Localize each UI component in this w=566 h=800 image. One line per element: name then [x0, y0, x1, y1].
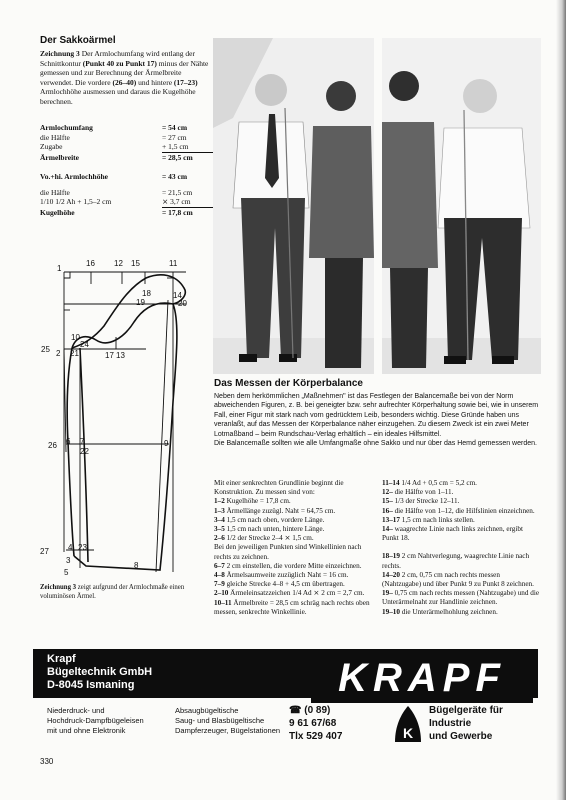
instruction-step: 19– [382, 589, 393, 598]
drawing-label: 23 [78, 543, 87, 552]
instruction-text: gleiche Strecke 4–8 + 4,5 cm übertragen. [226, 580, 345, 589]
calc-label: 1/10 1/2 Ah + 1,5–2 cm [40, 197, 112, 207]
calc-value: = 54 cm [162, 123, 188, 132]
calc-label: die Hälfte [40, 187, 70, 197]
drawing-label: 19 [136, 298, 145, 307]
instruction-item [382, 552, 540, 570]
instruction-text: 2 cm einstellen, die vordere Mitte einzeichnen. [226, 561, 362, 570]
drawing-label: 21 [70, 349, 79, 358]
instruction-text: 1/3 der Strecke 12–11. [394, 497, 460, 506]
calc-row [40, 133, 220, 143]
instruction-item [214, 507, 374, 516]
section-text-2: Die Balancemaße sollten wie alle Umfangmaße ohne Sakko und nur über das Hemd gemessen werden. [214, 440, 537, 448]
drawing-label: 14 [173, 291, 182, 300]
instruction-text: Ärmelsaumweite zuzüglich Naht = 16 cm. [226, 571, 349, 580]
instruction-item [382, 589, 540, 607]
instruction-text: Bei den jeweiligen Punkten sind Winkellinien nach rechts zu zeichnen. [214, 543, 362, 561]
intro-bold-2: (26–40) [112, 77, 137, 87]
calc-label: Kugelhöhe [40, 207, 75, 217]
drawing-label: 2 [56, 349, 61, 358]
instruction-item [214, 497, 374, 506]
instruction-step: 3–5 [214, 525, 225, 534]
instruction-step: 15– [382, 497, 393, 506]
intro-text-3: und hintere [138, 77, 173, 87]
section-text: Neben dem herkömmlichen „Maßnehmen" ist das Festlegen der Balancemaße bei von der Norm abweichenden Figuren, z. B. bei geneigter bzw. sehr aufrechter Körperhaltung sowie bei, wie in unserem Fall, einer Figur mit stark nach vorn gedrücktem Leib, besonders wichtig. Diese Gründe haben uns veranlaßt, auf das Messen der Körperbalance näher einzugehen. Zu diesem Zweck ist ein zwei Meter Lotmaßband – beim Rundschau-Verlag erhältlich – ein ideales Hilfsmittel. [214, 393, 539, 438]
calc-row [40, 142, 220, 153]
instruction-item [382, 525, 540, 543]
calc-row [40, 172, 220, 182]
caption-label: Zeichnung 3 [40, 584, 77, 591]
drawing-label: 18 [142, 289, 151, 298]
drawing-label: 20 [178, 299, 187, 308]
instruction-step: 19–10 [382, 607, 400, 616]
instruction-text: 1/4 Ad + 0,5 cm = 5,2 cm. [401, 479, 477, 487]
instruction-step: 16– [382, 506, 393, 515]
calc-value: ⨯ 3,7 cm [162, 197, 218, 208]
instruction-step: 11–14 [382, 479, 400, 487]
calc-value: = 21,5 cm [162, 187, 193, 197]
ad-line: Absaugbügeltische [175, 706, 239, 715]
intro-bold-3: (17–23) [173, 77, 198, 87]
calc-cap-height [40, 172, 220, 217]
ad-products-2 [175, 706, 305, 736]
instruction-item [214, 571, 374, 580]
calc-label: Vo.+hi. Armlochhöhe [40, 172, 108, 181]
instruction-text: waagrechte Linie nach links zeichnen, ergibt Punkt 18. [382, 525, 523, 543]
instruction-text: 2 cm, 0,75 cm nach rechts messen (Nahtzugabe) und über Punkt 9 zu Punkt 8 zeichnen. [382, 570, 534, 589]
instruction-item [382, 608, 540, 617]
photo-front-image [213, 38, 374, 374]
instruction-item [214, 599, 374, 617]
drawing-caption [40, 584, 208, 601]
section-paragraph [214, 392, 540, 448]
instruction-text: die Hälfte von 1–11. [394, 488, 454, 497]
article-title: Der Sakkoärmel [40, 35, 116, 46]
ad-iron-badge [393, 704, 423, 744]
caption-text: zeigt aufgrund der Armlochmaße einen voluminösen Ärmel. [40, 584, 185, 600]
phone-icon: ☎ [289, 705, 302, 716]
calc-label: Armlochumfang [40, 123, 93, 132]
ad-line: Niederdruck- und [47, 706, 105, 715]
instruction-text: Ärmelbreite = 28,5 cm schräg nach rechts oben messen, senkrechte Winkellinie. [214, 598, 370, 616]
intro-bold: (Punkt 40 zu Punkt 17) [82, 58, 157, 68]
ad-line: Saug- und Blasbügeltische [175, 716, 265, 725]
instruction-item [382, 507, 540, 516]
ad-tag-line: und Gewerbe [429, 731, 493, 742]
intro-text-4: Armlochhöhe ausmessen und daraus die Kugelhöhe berechnen. [40, 87, 196, 106]
drawing-label: 4 [68, 543, 73, 552]
instructions-column-2 [382, 479, 540, 617]
instruction-text: Kugelhöhe = 17,8 cm. [226, 497, 291, 506]
intro-text-2: minus der Nähte gemessen und zur Berechnung der Ärmelbreite verwendet. Die vordere [40, 58, 209, 87]
intro-label: Zeichnung 3 [40, 49, 80, 58]
drawing-label: 22 [80, 447, 89, 456]
intro-paragraph [40, 49, 210, 107]
instruction-item [382, 571, 540, 589]
instruction-item [214, 516, 374, 525]
drawing-label: 6 [66, 437, 71, 446]
instruction-item [382, 543, 540, 552]
instruction-item [214, 479, 374, 497]
instruction-text: 1,5 cm nach unten, hintere Länge. [226, 525, 325, 534]
instruction-text: Ärmeleinsatzzeichen 1/4 Ad ⨯ 2 cm = 2,7 cm. [230, 589, 365, 598]
drawing-label: 16 [86, 259, 95, 268]
calc-value: + 1,5 cm [162, 142, 218, 153]
instruction-text: 0,75 cm nach rechts messen (Nahtzugabe) und die Unterärmelnaht zur Handlinie zeichnen. [382, 589, 540, 607]
drawing-label: 8 [134, 561, 139, 570]
instruction-item [214, 562, 374, 571]
iron-icon [393, 704, 423, 744]
instruction-item [382, 488, 540, 497]
intro-text-1: Der Armlochumfang wird entlang der Schnittkontur [40, 49, 195, 68]
drawing-label: 25 [41, 345, 50, 354]
instruction-step: 4–8 [214, 571, 225, 580]
instruction-item [382, 479, 540, 488]
drawing-label: 27 [40, 547, 49, 556]
drawing-label: 24 [80, 340, 89, 349]
instruction-item [214, 589, 374, 598]
instruction-step: 10–11 [214, 598, 232, 607]
calc-value: = 28,5 cm [162, 152, 193, 162]
calc-value: = 17,8 cm [162, 207, 193, 217]
ad-telex: Tlx 529 407 [289, 731, 343, 742]
instruction-item [382, 516, 540, 525]
ad-tag-line: Bügelgeräte für [429, 705, 503, 716]
instruction-text: die Unterärmelhohlung zeichnen. [401, 607, 498, 616]
calc-value: = 43 cm [162, 172, 188, 181]
instruction-step: 7–9 [214, 580, 225, 589]
drawing-label: 12 [114, 259, 123, 268]
page-number: 330 [40, 757, 54, 766]
calc-row [40, 188, 220, 198]
ad-line: mit und ohne Elektronik [47, 726, 126, 735]
krapf-advertisement [33, 649, 538, 753]
instruction-item [382, 497, 540, 506]
ad-products-1 [47, 706, 177, 736]
instruction-item [214, 534, 374, 543]
instruction-text: die Hälfte von 1–12, die Hilfslinien einzeichnen. [394, 506, 535, 515]
drawing-label: 15 [131, 259, 140, 268]
drawing-label: 17 [105, 351, 114, 360]
ad-line: Hochdruck-Dampfbügeleisen [47, 716, 144, 725]
calc-label: Zugabe [40, 142, 63, 152]
ad-company-line-2: Bügeltechnik GmbH [47, 666, 153, 678]
drawing-label: 10 [71, 333, 80, 342]
drawing-label: 7 [80, 437, 85, 446]
instruction-step: 12– [382, 488, 393, 497]
instruction-text: 1,5 cm nach links stellen. [401, 515, 475, 524]
sleeve-pattern-drawing [36, 252, 214, 582]
instruction-text: Ärmellänge zuzügl. Naht = 64,75 cm. [226, 506, 336, 515]
calc-row [40, 123, 220, 133]
ad-company-line-3: D-8045 Ismaning [47, 679, 135, 691]
instruction-step: 6–7 [214, 561, 225, 570]
instruction-item [214, 525, 374, 534]
ad-contact [289, 704, 389, 743]
instruction-step: 1–2 [214, 497, 225, 506]
instruction-step: 14– [382, 525, 393, 534]
instruction-step: 1–3 [214, 506, 225, 515]
ad-phone-area-text: (0 89) [304, 705, 331, 716]
photo-front-measurement [213, 38, 374, 374]
ad-line: Dampferzeuger, Bügelstationen [175, 726, 281, 735]
instruction-step: 13–17 [382, 515, 400, 524]
ad-phone-area [289, 704, 389, 717]
ad-phone-number: 9 61 67/68 [289, 718, 337, 729]
calc-label: Ärmelbreite [40, 152, 80, 162]
ad-logo-text: KRAPF [338, 656, 506, 700]
section-title: Das Messen der Körperbalance [214, 378, 363, 389]
instruction-step: 2–6 [214, 534, 225, 543]
instruction-text: 1/2 der Strecke 2–4 ⨯ 1,5 cm. [226, 534, 314, 543]
instruction-text: 2 cm Nahtverlegung, waagrechte Linie nach rechts. [382, 552, 530, 570]
drawing-label: 1 [57, 264, 62, 273]
instruction-text: 1,5 cm nach oben, vordere Länge. [226, 515, 325, 524]
instruction-step: 18–19 [382, 552, 400, 561]
instruction-step: 3–4 [214, 515, 225, 524]
instruction-step: 14–20 [382, 570, 400, 579]
instructions-column-1 [214, 479, 374, 617]
instruction-step: 2–10 [214, 589, 229, 598]
instruction-text: Mit einer senkrechten Grundlinie beginnt die Konstruktion. Zu messen sind von: [214, 479, 344, 497]
calc-armhole-width [40, 123, 220, 162]
ad-tagline [429, 704, 537, 743]
photo-back-measurement [382, 38, 541, 374]
drawing-label: 3 [66, 556, 71, 565]
calc-label: die Hälfte [40, 132, 70, 142]
calc-row [40, 208, 220, 218]
drawing-label: 26 [48, 441, 57, 450]
ad-tag-line: Industrie [429, 718, 472, 729]
drawing-label: 5 [64, 568, 69, 577]
calc-row [40, 153, 220, 163]
calc-value: = 27 cm [162, 132, 187, 142]
photo-back-image [382, 38, 541, 374]
drawing-label: 13 [116, 351, 125, 360]
page-edge-shadow [556, 0, 566, 800]
ad-badge-letter: K [402, 725, 414, 741]
calc-row [40, 197, 220, 208]
drawing-label: 11 [169, 259, 178, 268]
drawing-label: 9 [164, 439, 169, 448]
ad-company-name: Krapf [47, 653, 76, 665]
instruction-item [214, 543, 374, 561]
ad-logo [311, 653, 533, 703]
